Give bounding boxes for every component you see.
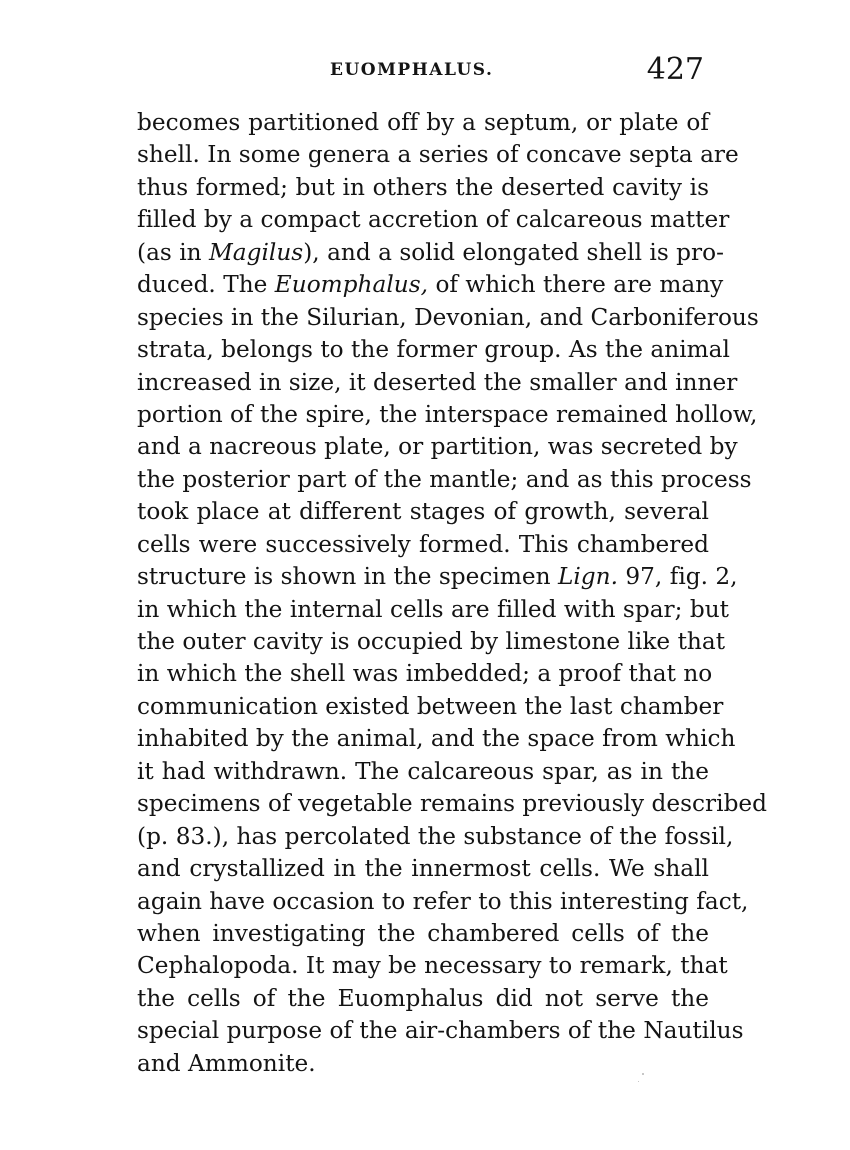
text-line: and crystallized in the innermost cells. We shall (137, 855, 709, 883)
text-line: (p. 83.), has percolated the substance of the fossil, (137, 822, 734, 850)
text-line: the outer cavity is occupied by limestone like that (137, 628, 726, 655)
text-line: structure is shown in the specimen Lign. 97, fig. 2, (137, 563, 738, 591)
text-line: and Ammonite. (137, 1049, 316, 1077)
text-line: filled by a compact accretion of calcareous matter (137, 206, 730, 234)
text-line: shell. In some genera a series of concave septa are (137, 141, 739, 169)
genus-name-italic: Euomphalus, (274, 271, 429, 299)
text-line: duced. The Euomphalus, of which there are many (137, 271, 724, 299)
body-paragraph (137, 107, 768, 1080)
text-line: and a nacreous plate, or partition, was secreted by (137, 433, 738, 461)
text-line: cells were successively formed. This chambered (137, 530, 709, 558)
text-line: species in the Silurian, Devonian, and Carboniferous (137, 303, 759, 331)
text-line: took place at different stages of growth, several (137, 498, 709, 526)
text-line: communication existed between the last chamber (137, 692, 724, 720)
text-line: (as in Magilus), and a solid elongated shell is pro- (137, 238, 724, 266)
text-line: the posterior part of the mantle; and as this process (137, 465, 752, 493)
text-line: thus formed; but in others the deserted cavity is (137, 173, 709, 201)
text-line: portion of the spire, the interspace remained hollow, (137, 400, 758, 428)
text-line: the cells of the Euomphalus did not serve the (137, 984, 709, 1012)
text-line: special purpose of the air-chambers of the Nautilus (137, 1017, 744, 1045)
text-line: it had withdrawn. The calcareous spar, as in the (137, 757, 709, 785)
text-line: when investigating the chambered cells of the (137, 919, 709, 947)
text-line: specimens of vegetable remains previously described (137, 790, 768, 818)
genus-name-italic: Magilus (209, 238, 304, 266)
text-line: Cephalopoda. It may be necessary to remark, that (137, 952, 728, 980)
paper-speck (642, 1073, 644, 1075)
text-line: in which the internal cells are filled with spar; but (137, 595, 730, 623)
text-line: strata, belongs to the former group. As the animal (137, 336, 730, 364)
text-line: becomes partitioned off by a septum, or plate of (137, 109, 709, 136)
paper-speck (638, 1081, 639, 1082)
figure-reference-italic: Lign. (557, 563, 618, 591)
page-number: 427 (646, 52, 704, 87)
text-line: inhabited by the animal, and the space from which (137, 725, 736, 753)
text-line: increased in size, it deserted the smaller and inner (137, 368, 738, 396)
text-line: in which the shell was imbedded; a proof that no (137, 660, 713, 688)
text-line: again have occasion to refer to this interesting fact, (137, 887, 749, 915)
running-title: EUOMPHALUS. (330, 60, 494, 80)
